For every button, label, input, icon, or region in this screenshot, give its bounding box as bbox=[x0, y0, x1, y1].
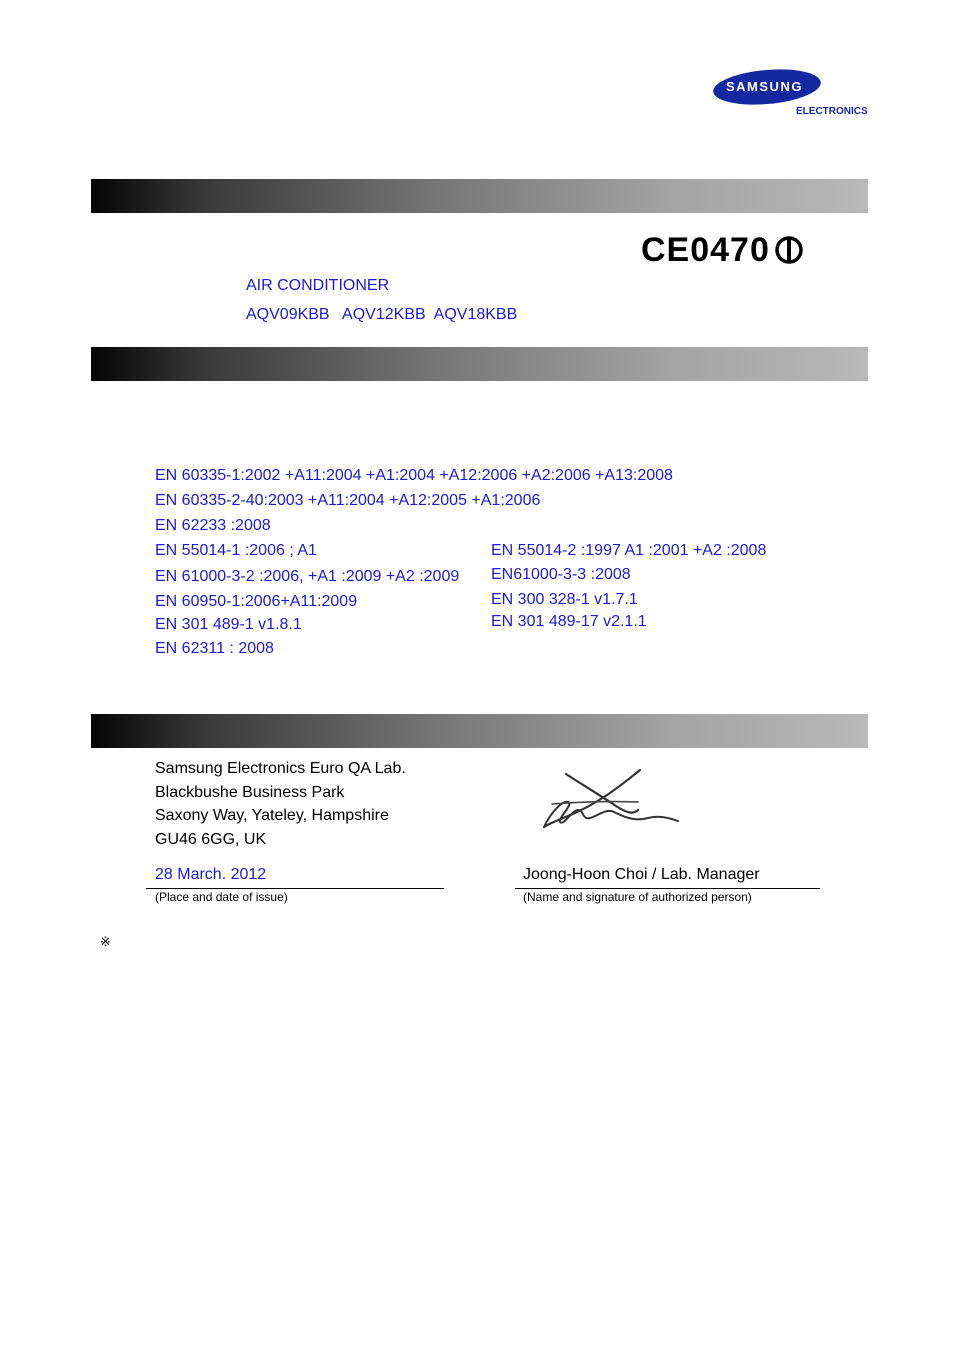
standard-line: EN 62233 :2008 bbox=[155, 517, 271, 534]
standard-right: EN 301 489-17 v2.1.1 bbox=[491, 613, 647, 630]
signer-underline bbox=[515, 888, 820, 889]
standard-line: EN 60335-1:2002 +A11:2004 +A1:2004 +A12:2006 +A2:2006 +A13:2008 bbox=[155, 467, 673, 484]
section-band-product bbox=[91, 179, 868, 213]
logo-brand-text: SAMSUNG bbox=[726, 79, 803, 94]
standard-right: EN 55014-2 :1997 A1 :2001 +A2 :2008 bbox=[491, 542, 767, 559]
standard-left: EN 301 489-1 v1.8.1 bbox=[155, 616, 302, 633]
standard-left: EN 62311 : 2008 bbox=[155, 640, 274, 657]
ce-mark-text: CE0470 bbox=[641, 231, 770, 269]
standard-left: EN 61000-3-2 :2006, +A1 :2009 +A2 :2009 bbox=[155, 568, 460, 585]
standard-right: EN 300 328-1 v1.7.1 bbox=[491, 591, 638, 608]
address-line: GU46 6GG, UK bbox=[155, 831, 267, 848]
alert-class-icon bbox=[774, 235, 804, 265]
date-caption: (Place and date of issue) bbox=[155, 890, 288, 904]
section-band-standards bbox=[91, 347, 868, 381]
samsung-logo bbox=[712, 66, 872, 120]
issue-date: 28 March. 2012 bbox=[155, 866, 267, 883]
handwritten-signature bbox=[538, 764, 683, 836]
ce-mark bbox=[641, 230, 804, 270]
product-models: AQV09KBB AQV12KBB AQV18KBB bbox=[246, 306, 518, 323]
logo-sub-text: ELECTRONICS bbox=[796, 106, 868, 117]
address-line: Samsung Electronics Euro QA Lab. bbox=[155, 760, 406, 777]
signer-name: Joong-Hoon Choi / Lab. Manager bbox=[523, 866, 760, 883]
standard-right: EN61000-3-3 :2008 bbox=[491, 566, 631, 583]
footnote-mark: ※ bbox=[100, 934, 111, 949]
standard-left: EN 60950-1:2006+A11:2009 bbox=[155, 593, 358, 610]
standard-left: EN 55014-1 :2006 ; A1 bbox=[155, 542, 317, 559]
signer-caption: (Name and signature of authorized person) bbox=[523, 890, 752, 904]
product-name: AIR CONDITIONER bbox=[246, 277, 390, 294]
date-underline bbox=[146, 888, 444, 889]
address-line: Blackbushe Business Park bbox=[155, 784, 345, 801]
section-band-issuer bbox=[91, 714, 868, 748]
standard-line: EN 60335-2-40:2003 +A11:2004 +A12:2005 +A1:2006 bbox=[155, 492, 541, 509]
address-line: Saxony Way, Yateley, Hampshire bbox=[155, 807, 389, 824]
